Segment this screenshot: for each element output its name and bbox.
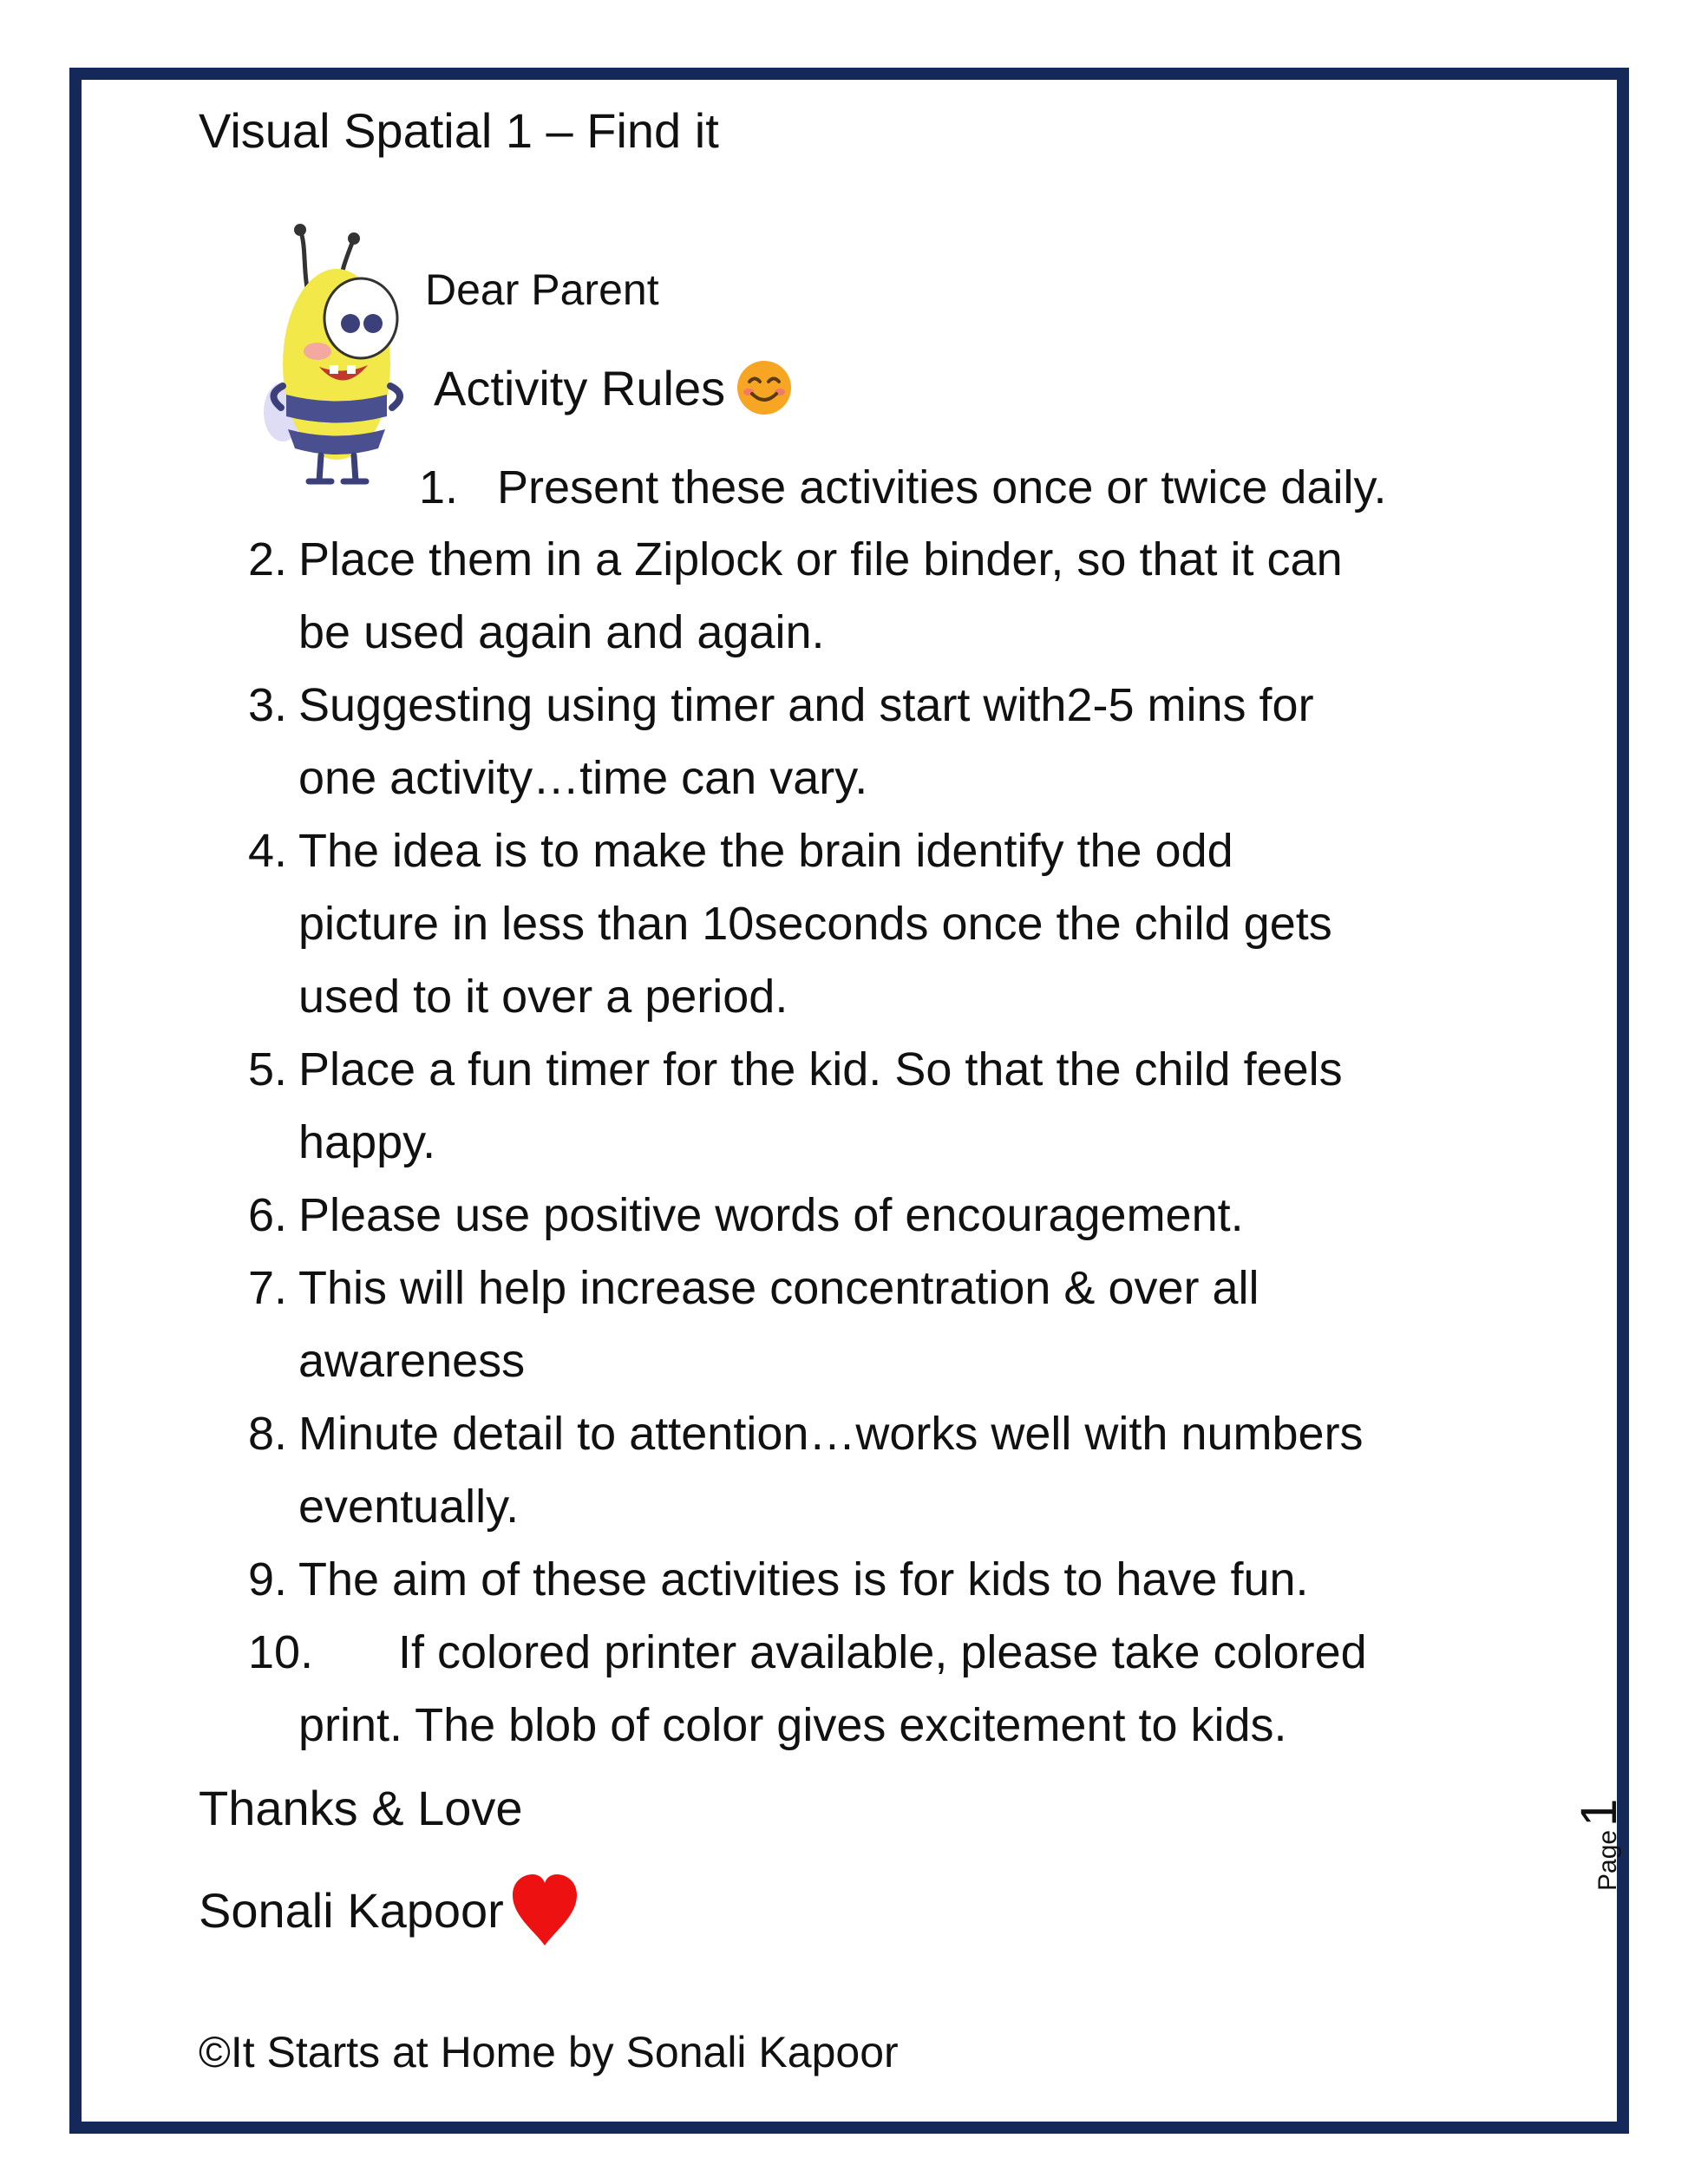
rule-text-line: eventually. (298, 1481, 520, 1533)
rules-heading (434, 359, 793, 416)
rule-item (0, 451, 1688, 524)
rule-text-line: The idea is to make the brain identify the odd (298, 825, 1233, 877)
rule-item (0, 1252, 1688, 1397)
rule-text-line: Suggesting using timer and start with2-5 mins for (298, 679, 1314, 731)
rule-text-line: Present these activities once or twice daily. (497, 461, 1387, 513)
rule-item (0, 669, 1688, 814)
rule-number: 1. (419, 461, 459, 513)
rule-number: 2. (248, 533, 288, 585)
rule-text-line: Please use positive words of encouragement. (298, 1189, 1244, 1241)
rule-text-line: awareness (298, 1335, 526, 1387)
copyright-footer: ©It Starts at Home by Sonali Kapoor (199, 2028, 899, 2076)
rule-number: 9. (248, 1553, 288, 1605)
document-title: Visual Spatial 1 – Find it (199, 103, 719, 158)
rule-item (0, 523, 1688, 669)
rule-text-line: The aim of these activities is for kids to have fun. (298, 1553, 1309, 1605)
rule-item (0, 1543, 1688, 1616)
rule-text-line: Minute detail to attention…works well with numbers (298, 1408, 1364, 1460)
rule-number: 8. (248, 1408, 288, 1460)
rule-item (0, 1033, 1688, 1179)
rule-text-line: Place a fun timer for the kid. So that the child feels (298, 1043, 1343, 1095)
rule-number: 7. (248, 1262, 288, 1314)
rule-item (0, 1397, 1688, 1543)
signature-name: Sonali Kapoor (199, 1882, 504, 1938)
bee-mascot-icon (257, 221, 413, 490)
rule-number: 10. (248, 1626, 314, 1678)
rule-number: 6. (248, 1189, 288, 1241)
closing-text: Thanks & Love (199, 1781, 523, 1835)
rule-number: 5. (248, 1043, 288, 1095)
rule-number: 4. (248, 825, 288, 877)
rule-text-line: happy. (298, 1116, 436, 1168)
greeting: Dear Parent (425, 265, 659, 314)
rules-heading-text: Activity Rules (434, 360, 726, 415)
page-number: 1 (1571, 1798, 1627, 1827)
rule-text-line: one activity…time can vary. (298, 752, 868, 804)
smiling-face-emoji-icon (736, 359, 793, 416)
rule-text-line: Place them in a Ziplock or file binder, so that it can (298, 533, 1343, 585)
rule-text-line: used to it over a period. (298, 971, 788, 1023)
rule-item (0, 1616, 1688, 1762)
rule-text-line: This will help increase concentration & over all (298, 1262, 1259, 1314)
rule-text-line: be used again and again. (298, 606, 825, 658)
red-heart-icon (509, 1871, 580, 1949)
rule-item (0, 1179, 1688, 1252)
rule-text-line: picture in less than 10seconds once the child gets (298, 898, 1332, 950)
page-label-text: Page (1593, 1829, 1622, 1891)
rule-item (0, 814, 1688, 1033)
signature (199, 1871, 580, 1949)
rule-text-line: print. The blob of color gives excitement to kids. (298, 1699, 1287, 1751)
page-number-label (1570, 1799, 1628, 1891)
rule-text-line: If colored printer available, please take colored (398, 1626, 1367, 1678)
rule-number: 3. (248, 679, 288, 731)
